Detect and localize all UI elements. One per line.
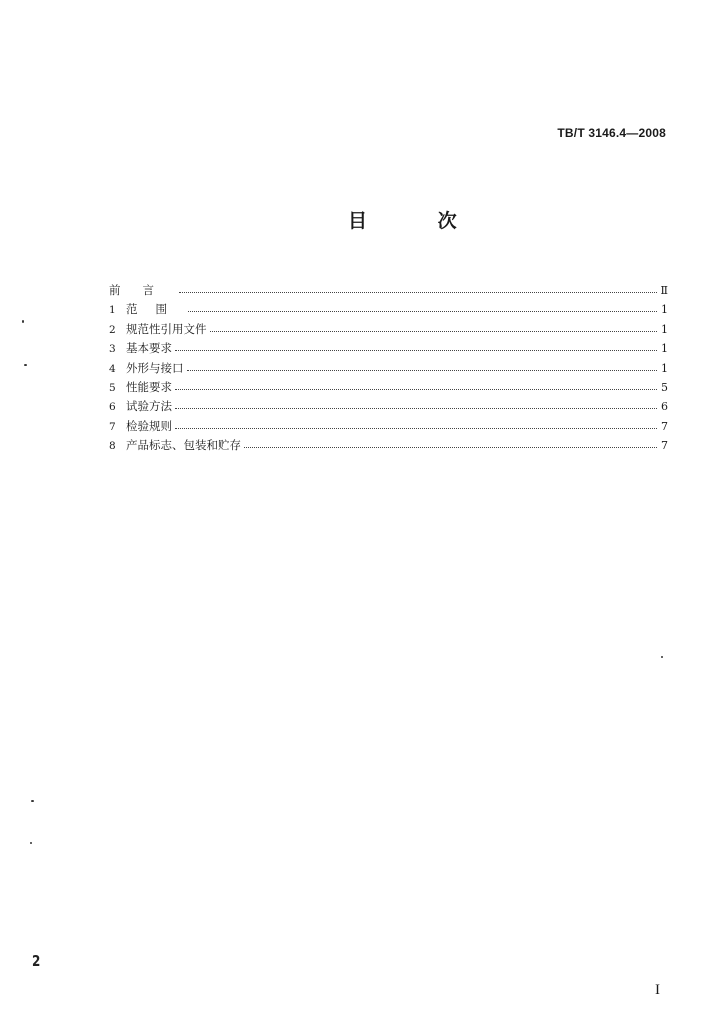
scan-speck	[24, 364, 27, 366]
toc-entry-inspection-rules[interactable]	[109, 416, 668, 435]
toc-entry-label: 基本要求	[126, 341, 172, 356]
toc-entry-page: 1	[661, 322, 668, 336]
dot-leader	[179, 279, 657, 293]
toc-entry-performance-requirements[interactable]	[109, 377, 668, 396]
toc-entry-test-methods[interactable]	[109, 396, 668, 415]
toc-entry-page: 7	[661, 419, 668, 433]
toc-entry-label: 产品标志、包装和贮存	[126, 438, 241, 453]
toc-entry-number: 7	[109, 420, 116, 433]
table-of-contents	[109, 280, 668, 455]
toc-entry-label: 检验规则	[126, 418, 172, 433]
toc-entry-label: 规范性引用文件	[126, 321, 207, 336]
toc-entry-page: 6	[661, 400, 668, 414]
standard-number: TB/T 3146.4—2008	[557, 126, 666, 140]
dot-leader	[244, 434, 657, 448]
toc-entry-number: 1	[109, 304, 116, 317]
toc-entry-number: 2	[109, 323, 116, 336]
toc-entry-number: 8	[109, 440, 116, 453]
scan-speck	[661, 656, 663, 658]
dot-leader	[175, 395, 657, 409]
toc-entry-label: 试验方法	[126, 399, 172, 414]
dot-leader	[188, 298, 657, 312]
toc-entry-page: 7	[661, 439, 668, 453]
scan-speck	[30, 842, 32, 844]
toc-entry-number: 3	[109, 343, 116, 356]
toc-entry-label: 前言	[109, 283, 176, 297]
dot-leader	[175, 337, 657, 351]
toc-entry-label: 范围	[126, 302, 185, 317]
toc-entry-label: 性能要求	[126, 379, 172, 394]
dot-leader	[175, 415, 657, 429]
toc-entry-number: 4	[109, 362, 116, 375]
toc-entry-number: 5	[109, 381, 116, 394]
toc-entry-page: 1	[661, 303, 668, 317]
toc-entry-page: 5	[661, 380, 668, 394]
toc-title: 目 次	[348, 210, 489, 232]
toc-entry-number: 6	[109, 401, 116, 414]
page-number: I	[655, 982, 660, 998]
toc-entry-page: 1	[661, 342, 668, 356]
dot-leader	[210, 318, 658, 332]
dot-leader	[187, 357, 658, 371]
toc-entry-normative-references[interactable]	[109, 319, 668, 338]
toc-entry-marking-packaging-storage[interactable]	[109, 435, 668, 454]
toc-entry-label: 外形与接口	[126, 360, 184, 375]
scan-speck	[31, 800, 34, 802]
toc-entry-basic-requirements[interactable]	[109, 338, 668, 357]
toc-entry-preface[interactable]	[109, 280, 668, 299]
dot-leader	[175, 376, 657, 390]
margin-mark: 2	[32, 952, 41, 970]
toc-entry-shape-and-interface[interactable]	[109, 358, 668, 377]
toc-entry-page: Ⅱ	[660, 284, 668, 297]
scan-speck	[22, 320, 24, 323]
toc-entry-scope[interactable]	[109, 299, 668, 318]
toc-entry-page: 1	[661, 361, 668, 375]
